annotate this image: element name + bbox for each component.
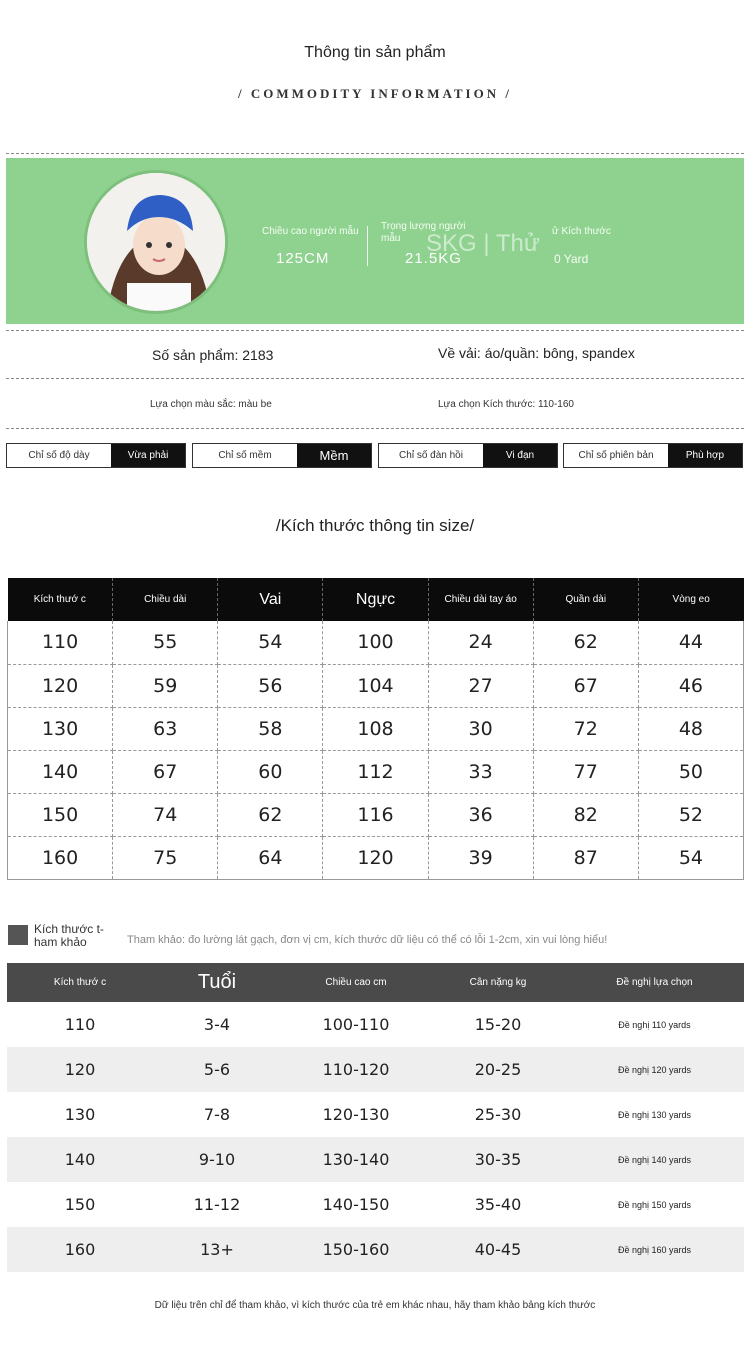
table-cell: 24 (428, 621, 533, 664)
indicator-key: Chỉ số đàn hồi (379, 444, 483, 467)
table-cell: Đề nghị 120 yards (565, 1047, 744, 1092)
col-weight: Cân nặng kg (431, 963, 565, 1002)
overlay-text: SKG | Thử (426, 230, 540, 257)
table-cell: 48 (638, 707, 743, 750)
table-cell: 72 (533, 707, 638, 750)
product-fabric: Về vải: áo/quần: bông, spandex (438, 345, 635, 361)
product-size-choice: Lựa chọn Kích thước: 110-160 (438, 399, 574, 410)
table-cell: 30 (428, 707, 533, 750)
model-size-value: 0 Yard (554, 252, 589, 266)
thickness-indicator (6, 443, 186, 468)
page-title: Thông tin sản phẩm (304, 44, 446, 61)
indicator-value: Phù hợp (668, 444, 742, 467)
model-height-label: Chiều cao người mẫu (262, 226, 359, 237)
model-size-label: ử Kích thước (552, 226, 611, 237)
col-height: Chiều cao cm (281, 963, 431, 1002)
table-row (8, 664, 744, 707)
table-row (8, 750, 744, 793)
table-cell: 75 (113, 836, 218, 879)
elasticity-indicator (378, 443, 558, 468)
table-row (7, 1182, 744, 1227)
table-cell: 55 (113, 621, 218, 664)
table-cell: 9-10 (153, 1137, 281, 1182)
table-row (7, 1137, 744, 1182)
table-cell: 27 (428, 664, 533, 707)
col-recommend: Đề nghị lựa chọn (565, 963, 744, 1002)
divider (6, 153, 744, 154)
table-cell: 67 (113, 750, 218, 793)
table-cell: 150-160 (281, 1227, 431, 1272)
table-cell: 58 (218, 707, 323, 750)
model-weight-value: 21.5KG (405, 250, 462, 267)
table-cell: 33 (428, 750, 533, 793)
table-cell: 130-140 (281, 1137, 431, 1182)
indicator-value: Vừa phải (111, 444, 185, 467)
table-cell: 130 (8, 707, 113, 750)
table-cell: Đề nghị 140 yards (565, 1137, 744, 1182)
col-size: Kích thướ c (8, 578, 113, 621)
col-pants: Quần dài (533, 578, 638, 621)
col-length: Chiều dài (113, 578, 218, 621)
table-cell: 77 (533, 750, 638, 793)
col-age: Tuổi (153, 963, 281, 1002)
col-chest: Ngực (323, 578, 428, 621)
table-cell: 160 (7, 1227, 153, 1272)
table-cell: 50 (638, 750, 743, 793)
table-cell: 39 (428, 836, 533, 879)
col-sleeve: Chiều dài tay áo (428, 578, 533, 621)
table-cell: 100-110 (322, 1015, 390, 1034)
table-cell: 150 (8, 793, 113, 836)
table-cell: 62 (218, 793, 323, 836)
col-waist: Vòng eo (638, 578, 743, 621)
table-cell: 82 (533, 793, 638, 836)
section-marker (8, 925, 28, 945)
table-cell: 60 (218, 750, 323, 793)
table-row (7, 1092, 744, 1137)
table-cell: 7-8 (203, 1105, 231, 1124)
model-photo (84, 170, 228, 314)
model-weight-label: Trọng lượng người mẫu (381, 221, 466, 244)
table-cell: 130 (64, 1105, 96, 1124)
stat-separator (367, 226, 368, 266)
table-cell: 25-30 (474, 1105, 522, 1124)
table-row (8, 836, 744, 879)
page-subtitle: / COMMODITY INFORMATION / (238, 86, 512, 101)
table-cell: 3-4 (203, 1015, 231, 1034)
indicator-value: Mềm (297, 444, 371, 467)
table-cell: 15-20 (474, 1015, 522, 1034)
table-cell: 120-130 (322, 1105, 390, 1124)
table-cell: Đề nghị 110 yards (618, 1019, 691, 1030)
reference-note: Tham khảo: đo lường lát gạch, đơn vị cm, kích thước dữ liệu có thể có lỗi 1-2cm, xin vui lòng hiểu! (127, 934, 608, 946)
table-cell: 108 (323, 707, 428, 750)
divider (6, 428, 744, 429)
table-cell: 36 (428, 793, 533, 836)
reference-table-header (7, 963, 744, 1002)
size-section-title: /Kích thước thông tin size/ (275, 516, 475, 535)
table-cell: 110 (8, 621, 113, 664)
table-cell: 104 (323, 664, 428, 707)
divider (6, 330, 744, 331)
table-cell: 112 (323, 750, 428, 793)
reference-table (7, 963, 744, 1272)
table-cell: 54 (218, 621, 323, 664)
table-cell: 116 (323, 793, 428, 836)
table-cell: 13+ (153, 1227, 281, 1272)
table-cell: 140 (8, 750, 113, 793)
table-cell: 110-120 (281, 1047, 431, 1092)
size-table-header (8, 578, 744, 621)
table-cell: 54 (638, 836, 743, 879)
table-cell: 20-25 (431, 1047, 565, 1092)
reference-title: Kích thước t- ham khảo (34, 922, 104, 949)
size-table (7, 578, 744, 880)
footer-note: Dữ liệu trên chỉ để tham khảo, vì kích thước của trẻ em khác nhau, hãy tham khảo bảng kích thước (154, 1300, 596, 1311)
table-cell: 110 (64, 1015, 96, 1034)
table-cell: 120 (323, 836, 428, 879)
table-cell: 40-45 (431, 1227, 565, 1272)
model-height-value: 125CM (276, 250, 330, 267)
table-cell: 64 (218, 836, 323, 879)
product-number: Số sản phẩm: 2183 (152, 347, 274, 363)
table-cell: 100 (323, 621, 428, 664)
table-cell: 67 (533, 664, 638, 707)
softness-indicator (192, 443, 372, 468)
table-row (8, 621, 744, 664)
table-cell: 5-6 (153, 1047, 281, 1092)
table-cell: Đề nghị 160 yards (565, 1227, 744, 1272)
girl-portrait-icon (87, 173, 228, 314)
table-cell: 44 (638, 621, 743, 664)
table-cell: 30-35 (431, 1137, 565, 1182)
table-cell: 35-40 (474, 1195, 522, 1214)
table-cell: 63 (113, 707, 218, 750)
table-cell: 160 (8, 836, 113, 879)
table-row (8, 707, 744, 750)
table-row (7, 1002, 744, 1047)
indicator-key: Chỉ số độ dày (7, 444, 111, 467)
table-row (7, 1047, 744, 1092)
table-cell: 120 (8, 664, 113, 707)
table-cell: 59 (113, 664, 218, 707)
table-row (7, 1227, 744, 1272)
fit-indicator (563, 443, 743, 468)
indicator-value: Vi đạn (483, 444, 557, 467)
table-cell: Đề nghị 130 yards (617, 1109, 692, 1120)
divider (6, 378, 744, 379)
table-cell: 87 (533, 836, 638, 879)
table-cell: 11-12 (193, 1195, 241, 1214)
table-cell: 52 (638, 793, 743, 836)
table-cell: 62 (533, 621, 638, 664)
col-shoulder: Vai (218, 578, 323, 621)
table-row (8, 793, 744, 836)
table-cell: 140-150 (322, 1195, 390, 1214)
product-color: Lựa chọn màu sắc: màu be (150, 399, 272, 410)
indicator-key: Chỉ số mềm (193, 444, 297, 467)
table-cell: 46 (638, 664, 743, 707)
table-cell: 74 (113, 793, 218, 836)
table-cell: 140 (7, 1137, 153, 1182)
col-size: Kích thướ c (7, 963, 153, 1002)
indicator-key: Chỉ số phiên bản (564, 444, 668, 467)
table-cell: Đề nghị 150 yards (617, 1199, 692, 1210)
table-cell: 120 (7, 1047, 153, 1092)
table-cell: 56 (218, 664, 323, 707)
table-cell: 150 (64, 1195, 96, 1214)
